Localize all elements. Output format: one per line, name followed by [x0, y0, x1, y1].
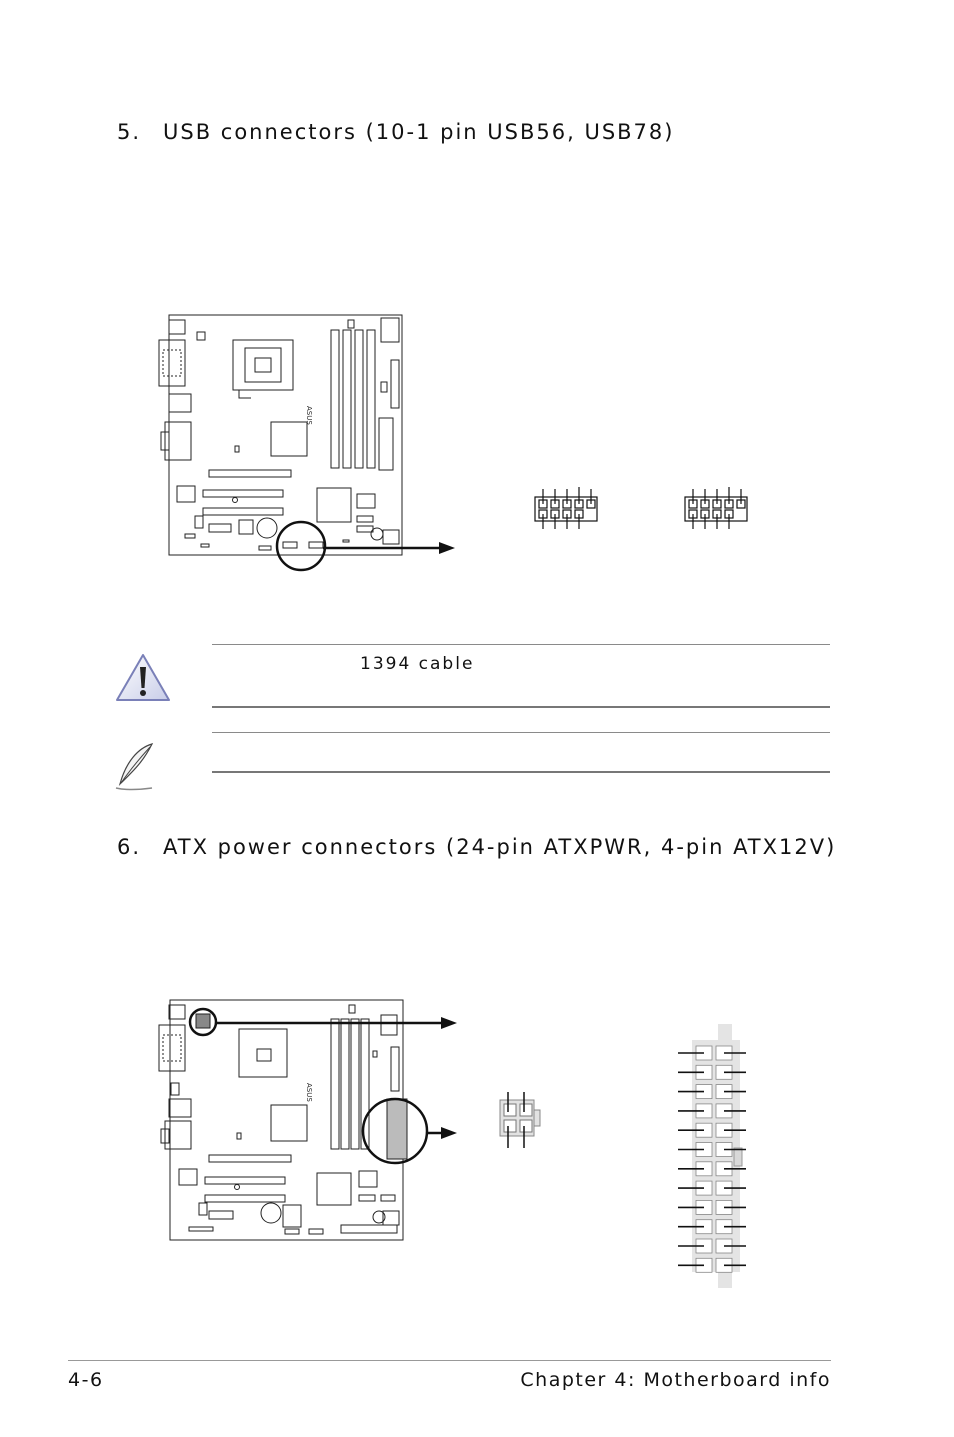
caution-text: 1394 cable	[360, 654, 475, 674]
atxpwr-connector-diagram	[674, 1020, 754, 1292]
atx12v-connector-diagram	[494, 1090, 544, 1152]
feather-pen-icon	[112, 740, 158, 794]
section-number: 6.	[117, 835, 142, 859]
note-top-rule	[212, 732, 830, 733]
caution-top-rule	[212, 644, 830, 645]
caution-bottom-rule	[212, 706, 830, 708]
warning-triangle-icon	[114, 652, 172, 704]
board-brand-label: ASUS	[305, 406, 313, 425]
section-number: 5.	[117, 120, 142, 144]
section-title: ATX power connectors (24-pin ATXPWR, 4-pin ATX12V)	[163, 835, 837, 859]
board-brand-label: ASUS	[305, 1083, 313, 1102]
motherboard-layout-power-figure	[155, 995, 465, 1245]
note-bottom-rule	[212, 771, 830, 773]
usb-pin-diagrams	[525, 485, 775, 535]
page-number: 4-6	[68, 1369, 104, 1391]
footer-rule	[68, 1360, 831, 1361]
section-6-heading	[117, 835, 836, 859]
motherboard-layout-usb-figure	[155, 310, 465, 575]
section-title: USB connectors (10-1 pin USB56, USB78)	[163, 120, 675, 144]
chapter-title: Chapter 4: Motherboard info	[520, 1369, 831, 1391]
section-5-heading	[117, 120, 674, 144]
